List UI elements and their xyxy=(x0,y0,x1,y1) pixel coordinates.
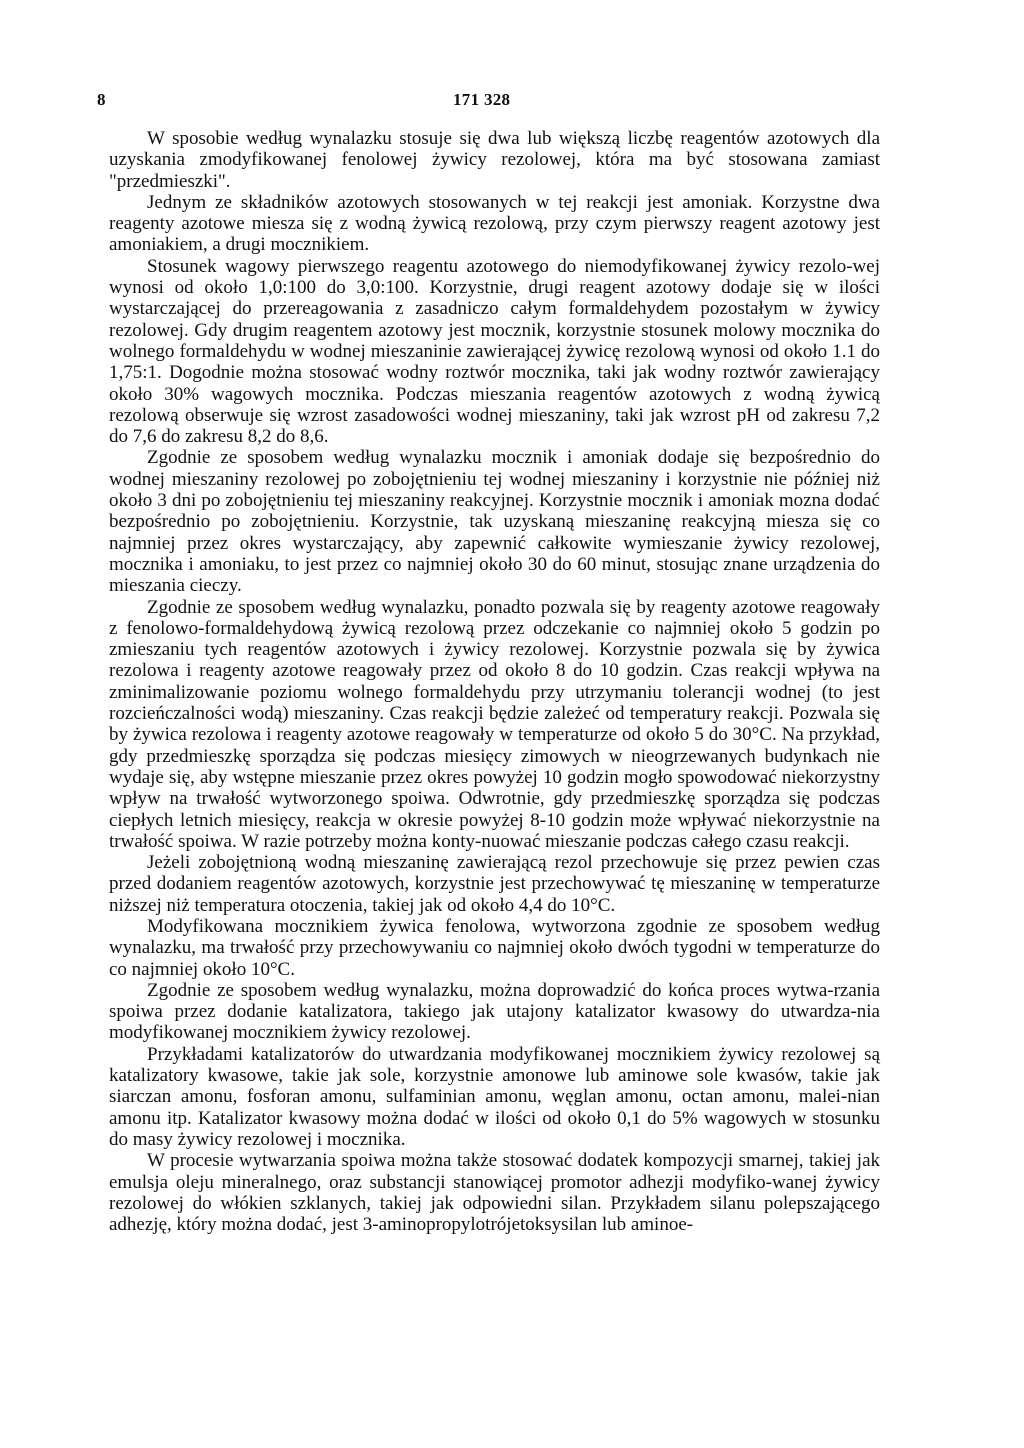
paragraph: Zgodnie ze sposobem według wynalazku mocznik i amoniak dodaje się bezpośrednio do wodnej mieszaniny rezolowej po zobojętnieniu tej wodnej mieszaniny i korzystnie nie później niż około 3 dni po zobojętnieniu tej mieszaniny reakcyjnej. Korzystnie mocznik i amoniak mozna dodać bezpośrednio po zobojętnieniu. Korzystnie, tak uzyskaną mieszaninę reakcyjną miesza się co najmniej przez okres wystarczający, aby zapewnić całkowite wymieszanie żywicy rezolowej, mocznika i amoniaku, to jest przez co najmniej około 30 do 60 minut, stosując znane urządzenia do mieszania cieczy. xyxy=(109,447,880,597)
paragraph: Jednym ze składników azotowych stosowanych w tej reakcji jest amoniak. Korzystne dwa reagenty azotowe miesza się z wodną żywicą rezolową, przy czym pierwszy reagent azotowy jest amoniakiem, a drugi mocznikiem. xyxy=(109,191,880,256)
paragraph: Przykładami katalizatorów do utwardzania modyfikowanej mocznikiem żywicy rezolowej są katalizatory kwasowe, takie jak sole, korzystnie amonowe lub aminowe sole kwasów, takie jak siarczan amonu, fosforan amonu, sulfaminian amonu, węglan amonu, octan amonu, malei-nian amonu itp. Katalizator kwasowy można dodać w ilości od około 0,1 do 5% wagowych w stosunku do masy żywicy rezolowej i mocznika. xyxy=(109,1043,880,1150)
paragraph: Jeżeli zobojętnioną wodną mieszaninę zawierającą rezol przechowuje się przez pewien czas przed dodaniem reagentów azotowych, korzystnie jest przechowywać tę mieszaninę w temperaturze niższej niż temperatura otoczenia, takiej jak od około 4,4 do 10°C. xyxy=(109,852,880,916)
paragraph: Zgodnie ze sposobem według wynalazku, ponadto pozwala się by reagenty azotowe reagowały z fenolowo-formaldehydową żywicą rezolową przez odczekanie co najmniej około 5 godzin po zmieszaniu tych reagentów azotowych i żywicy rezolowej. Korzystnie pozwala się by żywica rezolowa i reagenty azotowe reagowały przez od około 8 do 10 godzin. Czas reakcji wpływa na zminimalizowanie poziomu wolnego formaldehydu przy utrzymaniu tolerancji wodnej (to jest rozcieńczalności wodą) mieszaniny. Czas reakcji będzie zależeć od temperatury reakcji. Pozwala się by żywica rezolowa i reagenty azotowe reagowały w temperaturze od około 5 do 30°C. Na przykład, gdy przedmieszkę sporządza się podczas miesięcy zimowych w nieogrzewanych budynkach nie wydaje się, aby wstępne mieszanie przez okres powyżej 10 godzin mogło spowodować niekorzystny wpływ na trwałość wytworzonego spoiwa. Odwrotnie, gdy przedmieszkę sporządza się podczas ciepłych letnich miesięcy, reakcja w okresie powyżej 8-10 godzin może wpływać niekorzystnie na trwałość spoiwa. W razie potrzeby można konty-nuować mieszanie podczas całego czasu reakcji. xyxy=(109,596,880,852)
paragraph: Zgodnie ze sposobem według wynalazku, można doprowadzić do końca proces wytwa-rzania spoiwa przez dodanie katalizatora, takiego jak utajony katalizator kwasowy do utwardza-nia modyfikowanej mocznikiem żywicy rezolowej. xyxy=(109,979,880,1044)
paragraph: Stosunek wagowy pierwszego reagentu azotowego do niemodyfikowanej żywicy rezolo-wej wynosi od około 1,0:100 do 3,0:100. Korzystnie, drugi reagent azotowy dodaje się w ilości wystarczającej do przereagowania z zasadniczo całym formaldehydem pozostałym w żywicy rezolowej. Gdy drugim reagentem azotowy jest mocznik, korzystnie stosunek molowy mocznika do wolnego formaldehydu w wodnej mieszaninie zawierającej żywicę rezolową wynosi od około 1.1 do 1,75:1. Dogodnie można stosować wodny roztwór mocznika, taki jak wodny roztwór zawierający około 30% wagowych mocznika. Podczas mieszania reagentów azotowych z wodną żywicą rezolową obserwuje się wzrost zasadowości wodnej mieszaniny, taki jak wzrost pH od zakresu 7,2 do 7,6 do zakresu 8,2 do 8,6. xyxy=(109,255,880,448)
paragraph: W sposobie według wynalazku stosuje się dwa lub większą liczbę reagentów azotowych dla uzyskania zmodyfikowanej fenolowej żywicy rezolowej, która ma być stosowana zamiast "przedmieszki". xyxy=(109,128,880,192)
body-text xyxy=(109,128,880,1235)
paragraph: W procesie wytwarzania spoiwa można także stosować dodatek kompozycji smarnej, takiej jak emulsja oleju mineralnego, oraz substancji stanowiącej promotor adhezji modyfiko-wanej żywicy rezolowej do włókien szklanych, takiej jak odpowiedni silan. Przykładem silanu polepszającego adhezję, który można dodać, jest 3-aminopropylotrójetoksysilan lub aminoe- xyxy=(109,1150,880,1236)
document-number: 171 328 xyxy=(453,90,511,109)
page-number: 8 xyxy=(97,90,106,109)
paragraph: Modyfikowana mocznikiem żywica fenolowa, wytworzona zgodnie ze sposobem według wynalazku, ma trwałość przy przechowywaniu co najmniej około dwóch tygodni w temperaturze do co najmniej około 10°C. xyxy=(109,915,880,980)
